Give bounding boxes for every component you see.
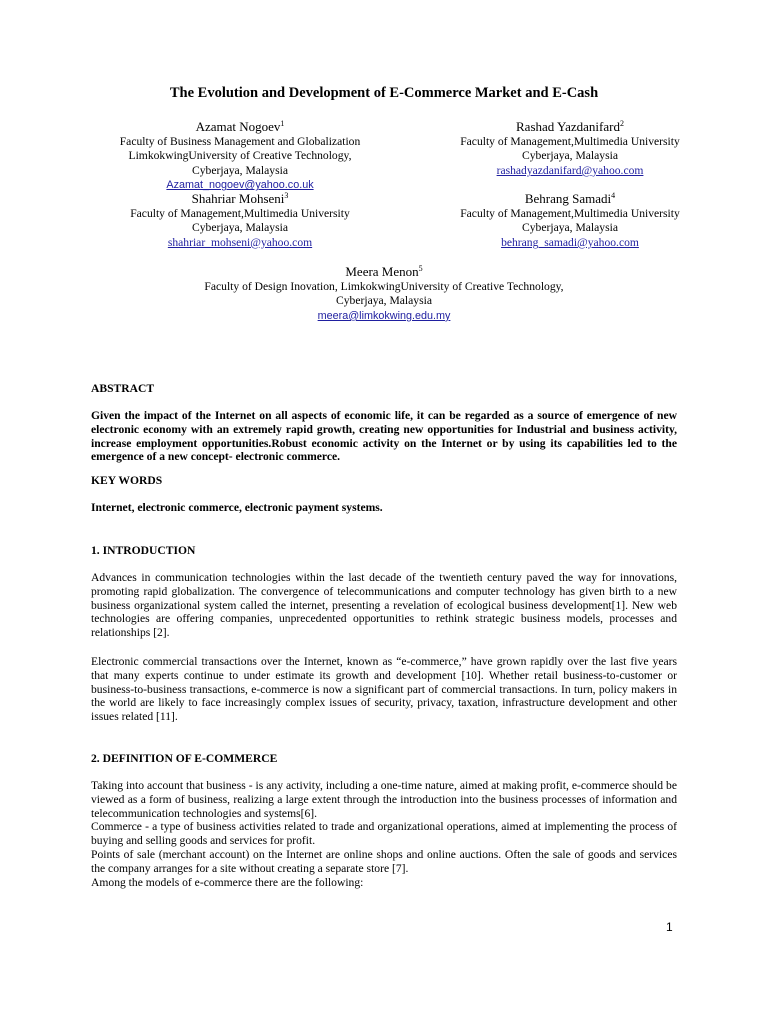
author-name: Behrang Samadi$^4$ xyxy=(524,191,616,206)
author-affiliation-line: Cyberjaya, Malaysia xyxy=(336,294,432,308)
author-affiliation-line: Faculty of Design Inovation, LimkokwingUniversity of Creative Technology, xyxy=(204,280,564,293)
author-affiliation-line: Cyberjaya, Malaysia xyxy=(522,149,618,163)
author-name: Meera Menon$^5$ xyxy=(345,264,423,279)
abstract-paragraph: Given the impact of the Internet on all aspects of economic life, it can be regarded as a source of emergence of new electronic economy with an extremely rapid growth, creating new opportunities for Industrial and business activity, increase employment opportunities.Robust economic activity on the Internet or by using its capabilities led to the emergence of a new concept- electronic commerce. xyxy=(91,409,677,464)
paragraph-text: Taking into account that business - is any activity, including a one-time nature, aimed at making profit, e-commerce should be viewed as a form of business, realizing a large extent through the introduction into the business processes of information and telecommunication technologies and systems[6]. xyxy=(91,779,677,820)
author-affiliation-line: Cyberjaya, Malaysia xyxy=(192,163,288,177)
paragraph-text: Among the models of e-commerce there are the following: xyxy=(91,875,364,889)
author-name: Azamat Nogoev$^1$ xyxy=(195,119,285,134)
author-affiliation-line: LimkokwingUniversity of Creative Technology, xyxy=(128,149,352,163)
author-affiliation-line: Cyberjaya, Malaysia xyxy=(192,221,288,235)
paragraph-text: Commerce - a type of business activities related to trade and organizational operations, aimed at implementing the process of buying and selling goods and services for profit. xyxy=(91,820,677,848)
author-block-1 xyxy=(60,119,420,193)
definition-heading: 2. DEFINITION OF E-COMMERCE xyxy=(91,752,278,765)
introduction-paragraph-2 xyxy=(91,655,677,724)
paragraph-text: Points of sale (merchant account) on the Internet are online shops and online auctions. Often the sale of goods and services the company arranges for a site without creating a separate store [7]. xyxy=(91,847,677,875)
keywords-text: Internet, electronic commerce, electronic payment systems. xyxy=(91,501,383,514)
author-block-2 xyxy=(395,119,745,178)
author-email-link[interactable]: behrang_samadi@yahoo.com xyxy=(501,235,639,249)
author-block-4 xyxy=(395,191,745,250)
abstract-text xyxy=(91,409,677,464)
author-email-link[interactable]: Azamat_nogoev@yahoo.co.uk xyxy=(166,179,314,192)
author-email-link[interactable]: meera@limkokwing.edu.my xyxy=(317,309,451,322)
author-affiliation-line: Faculty of Management,Multimedia University xyxy=(130,207,350,220)
page-number: 1 xyxy=(666,920,673,934)
introduction-heading: 1. INTRODUCTION xyxy=(91,544,196,557)
author-affiliation-line: Faculty of Business Management and Globalization xyxy=(119,135,361,148)
author-block-5 xyxy=(0,264,768,323)
author-affiliation-line: Faculty of Management,Multimedia University xyxy=(460,135,680,148)
introduction-paragraph-1 xyxy=(91,571,677,640)
author-block-3 xyxy=(60,191,420,250)
author-name: Shahriar Mohseni$^3$ xyxy=(191,191,289,206)
author-email-link[interactable]: rashadyazdanifard@yahoo.com xyxy=(496,163,644,177)
author-affiliation-line: Faculty of Management,Multimedia University xyxy=(460,207,680,220)
paper-title: The Evolution and Development of E-Commerce Market and E-Cash xyxy=(169,85,599,101)
author-name: Rashad Yazdanifard$^2$ xyxy=(516,119,624,134)
abstract-heading: ABSTRACT xyxy=(91,382,155,395)
keywords-heading: KEY WORDS xyxy=(91,474,163,487)
author-affiliation-line: Cyberjaya, Malaysia xyxy=(522,221,618,235)
author-email-link[interactable]: shahriar_mohseni@yahoo.com xyxy=(167,235,313,249)
definition-paragraphs xyxy=(91,779,677,889)
paragraph-text: Advances in communication technologies within the last decade of the twentieth century paved the way for innovations, promoting rapid globalization. The convergence of telecommunications and computer technology has given birth to a new business organizational system called the internet, presenting a revelation of ecological business development[1]. New web technologies are offering companies, unprecedented opportunities to rethink strategic business models, processes and relationships [2]. xyxy=(91,571,677,640)
paragraph-text: Electronic commercial transactions over the Internet, known as “e-commerce,” have grown rapidly over the last five years that many experts continue to under estimate its growth and development [10]. Whether retail business-to-customer or business-to-business transactions, e-commerce is now a significant part of commercial transactions. In turn, policy makers in the world are likely to face increasingly complex issues of security, privacy, taxation, infrastructure development and other issues related [11]. xyxy=(91,655,677,724)
